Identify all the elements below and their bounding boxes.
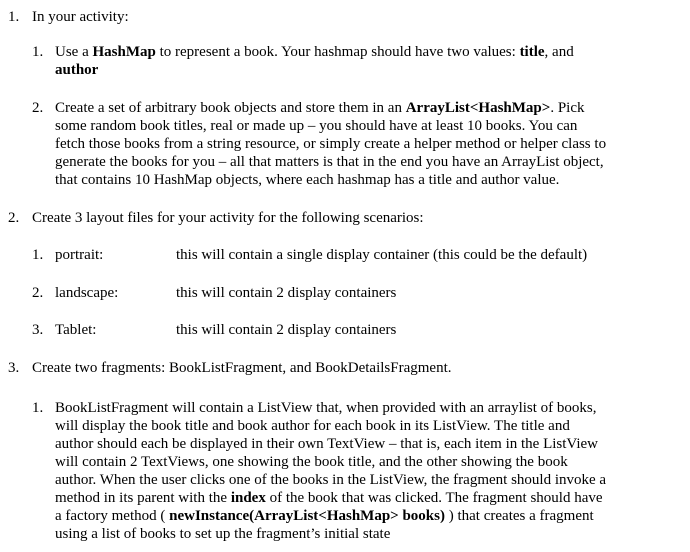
item-3-1-line-1: BookListFragment will contain a ListView that, when provided with an arraylist of books, bbox=[55, 400, 597, 416]
item-2-3-desc: this will contain 2 display containers bbox=[176, 322, 397, 338]
item-3-1-line-4: will contain 2 TextViews, one showing the book title, and the other showing the book bbox=[55, 454, 568, 470]
item-3-1-line-8: using a list of books to set up the fragment’s initial state bbox=[55, 526, 391, 542]
item-2-1-desc: this will contain a single display container (this could be the default) bbox=[176, 247, 588, 263]
item-1-2-line-1 bbox=[55, 99, 585, 117]
text-run: to represent a book. Your hashmap should have two values: bbox=[155, 44, 520, 60]
item-1-2-line-3: fetch those books from a string resource, or simply create a helper method or helper class to bbox=[55, 136, 607, 152]
item-2-2-number: 2. bbox=[32, 285, 44, 301]
item-3-text: Create two fragments: BookListFragment, and BookDetailsFragment. bbox=[32, 360, 452, 376]
text-run: , and bbox=[544, 44, 574, 60]
item-3-1-number: 1. bbox=[32, 400, 44, 416]
term-hashmap: HashMap bbox=[92, 44, 156, 60]
item-3-1-line-3: author should each be displayed in their own TextView – that is, each item in the ListView bbox=[55, 436, 598, 452]
text-run: method in its parent with the bbox=[55, 490, 231, 506]
item-1-text: In your activity: bbox=[32, 9, 129, 25]
item-3-1-line-6 bbox=[55, 489, 603, 507]
item-2-3-number: 3. bbox=[32, 322, 44, 338]
term-newinstance: newInstance(ArrayList<HashMap> books) bbox=[169, 508, 445, 524]
item-1-1-number: 1. bbox=[32, 44, 44, 60]
item-1-number: 1. bbox=[8, 9, 20, 25]
item-1-1-line-1 bbox=[55, 43, 574, 61]
item-1-1-line-2 bbox=[55, 61, 98, 79]
term-index: index bbox=[230, 490, 266, 506]
text-run: . Pick bbox=[550, 100, 585, 116]
text-run: ) that creates a fragment bbox=[444, 508, 594, 524]
item-1-2-line-2: some random book titles, real or made up – you should have at least 10 books. You can bbox=[55, 118, 578, 134]
item-3-number: 3. bbox=[8, 360, 20, 376]
item-1-2-line-4: generate the books for you – all that matters is that in the end you have an ArrayList object, bbox=[55, 154, 604, 170]
item-3-1-line-5: author. When the user clicks one of the books in the ListView, the fragment should invoke a bbox=[55, 472, 607, 488]
item-3-1-line-2: will display the book title and book author for each book in its ListView. The title and bbox=[55, 418, 570, 434]
term-title: title bbox=[519, 44, 545, 60]
text-run: Create a set of arbitrary book objects and store them in an bbox=[55, 100, 406, 116]
item-2-text: Create 3 layout files for your activity for the following scenarios: bbox=[32, 210, 424, 226]
item-3-1-line-7 bbox=[55, 507, 594, 525]
text-run: of the book that was clicked. The fragment should have bbox=[265, 490, 603, 506]
item-1-2-line-5: that contains 10 HashMap objects, where each hashmap has a title and author value. bbox=[55, 172, 560, 188]
text-run: Use a bbox=[55, 44, 93, 60]
item-2-2-label: landscape: bbox=[55, 285, 119, 301]
item-2-2-desc: this will contain 2 display containers bbox=[176, 285, 397, 301]
term-author: author bbox=[55, 62, 99, 78]
item-2-1-number: 1. bbox=[32, 247, 44, 263]
term-arraylist-hashmap: ArrayList<HashMap> bbox=[405, 100, 551, 116]
item-2-3-label: Tablet: bbox=[55, 322, 97, 338]
text-run: a factory method ( bbox=[55, 508, 170, 524]
item-2-1-label: portrait: bbox=[55, 247, 104, 263]
item-1-2-number: 2. bbox=[32, 100, 44, 116]
item-2-number: 2. bbox=[8, 210, 20, 226]
